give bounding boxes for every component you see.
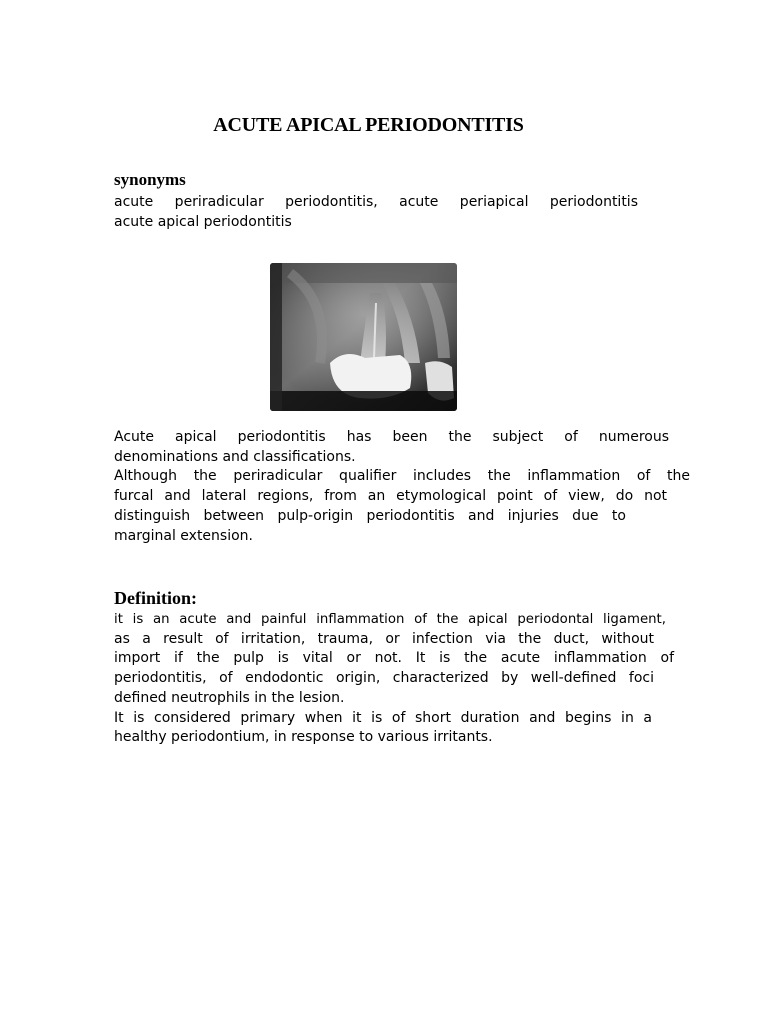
synonyms-heading: synonyms bbox=[114, 170, 186, 189]
synonyms-line: acute periradicular periodontitis, acute periapical periodontitis bbox=[114, 194, 638, 210]
definition-paragraph bbox=[114, 610, 674, 748]
definition-line: healthy periodontium, in response to various irritants. bbox=[114, 729, 493, 746]
intro-line: distinguish between pulp-origin periodontitis and injuries due to bbox=[114, 507, 626, 524]
definition-line: It is considered primary when it is of short duration and begins in a bbox=[114, 709, 652, 726]
intro-line: marginal extension. bbox=[114, 527, 253, 544]
definition-line: import if the pulp is vital or not. It is the acute inflammation of bbox=[114, 650, 674, 667]
definition-line: periodontitis, of endodontic origin, characterized by well-defined foci bbox=[114, 670, 654, 687]
document-title: ACUTE APICAL PERIODONTITIS bbox=[213, 114, 524, 136]
definition-heading: Definition: bbox=[114, 588, 197, 608]
intro-line: Acute apical periodontitis has been the subject of numerous bbox=[114, 429, 669, 445]
definition-line: defined neutrophils in the lesion. bbox=[114, 689, 345, 706]
synonyms-line: acute apical periodontitis bbox=[114, 213, 292, 230]
intro-line: Although the periradicular qualifier includes the inflammation of the bbox=[114, 468, 690, 485]
intro-line: furcal and lateral regions, from an etymological point of view, do not bbox=[114, 488, 667, 505]
definition-line: as a result of irritation, trauma, or infection via the duct, without bbox=[114, 630, 654, 647]
definition-line: it is an acute and painful inflammation of the apical periodontal ligament, bbox=[114, 612, 666, 627]
dental-xray-image bbox=[270, 263, 457, 411]
intro-paragraph bbox=[114, 428, 690, 546]
synonyms-paragraph bbox=[114, 193, 638, 232]
intro-line: denominations and classifications. bbox=[114, 448, 356, 465]
